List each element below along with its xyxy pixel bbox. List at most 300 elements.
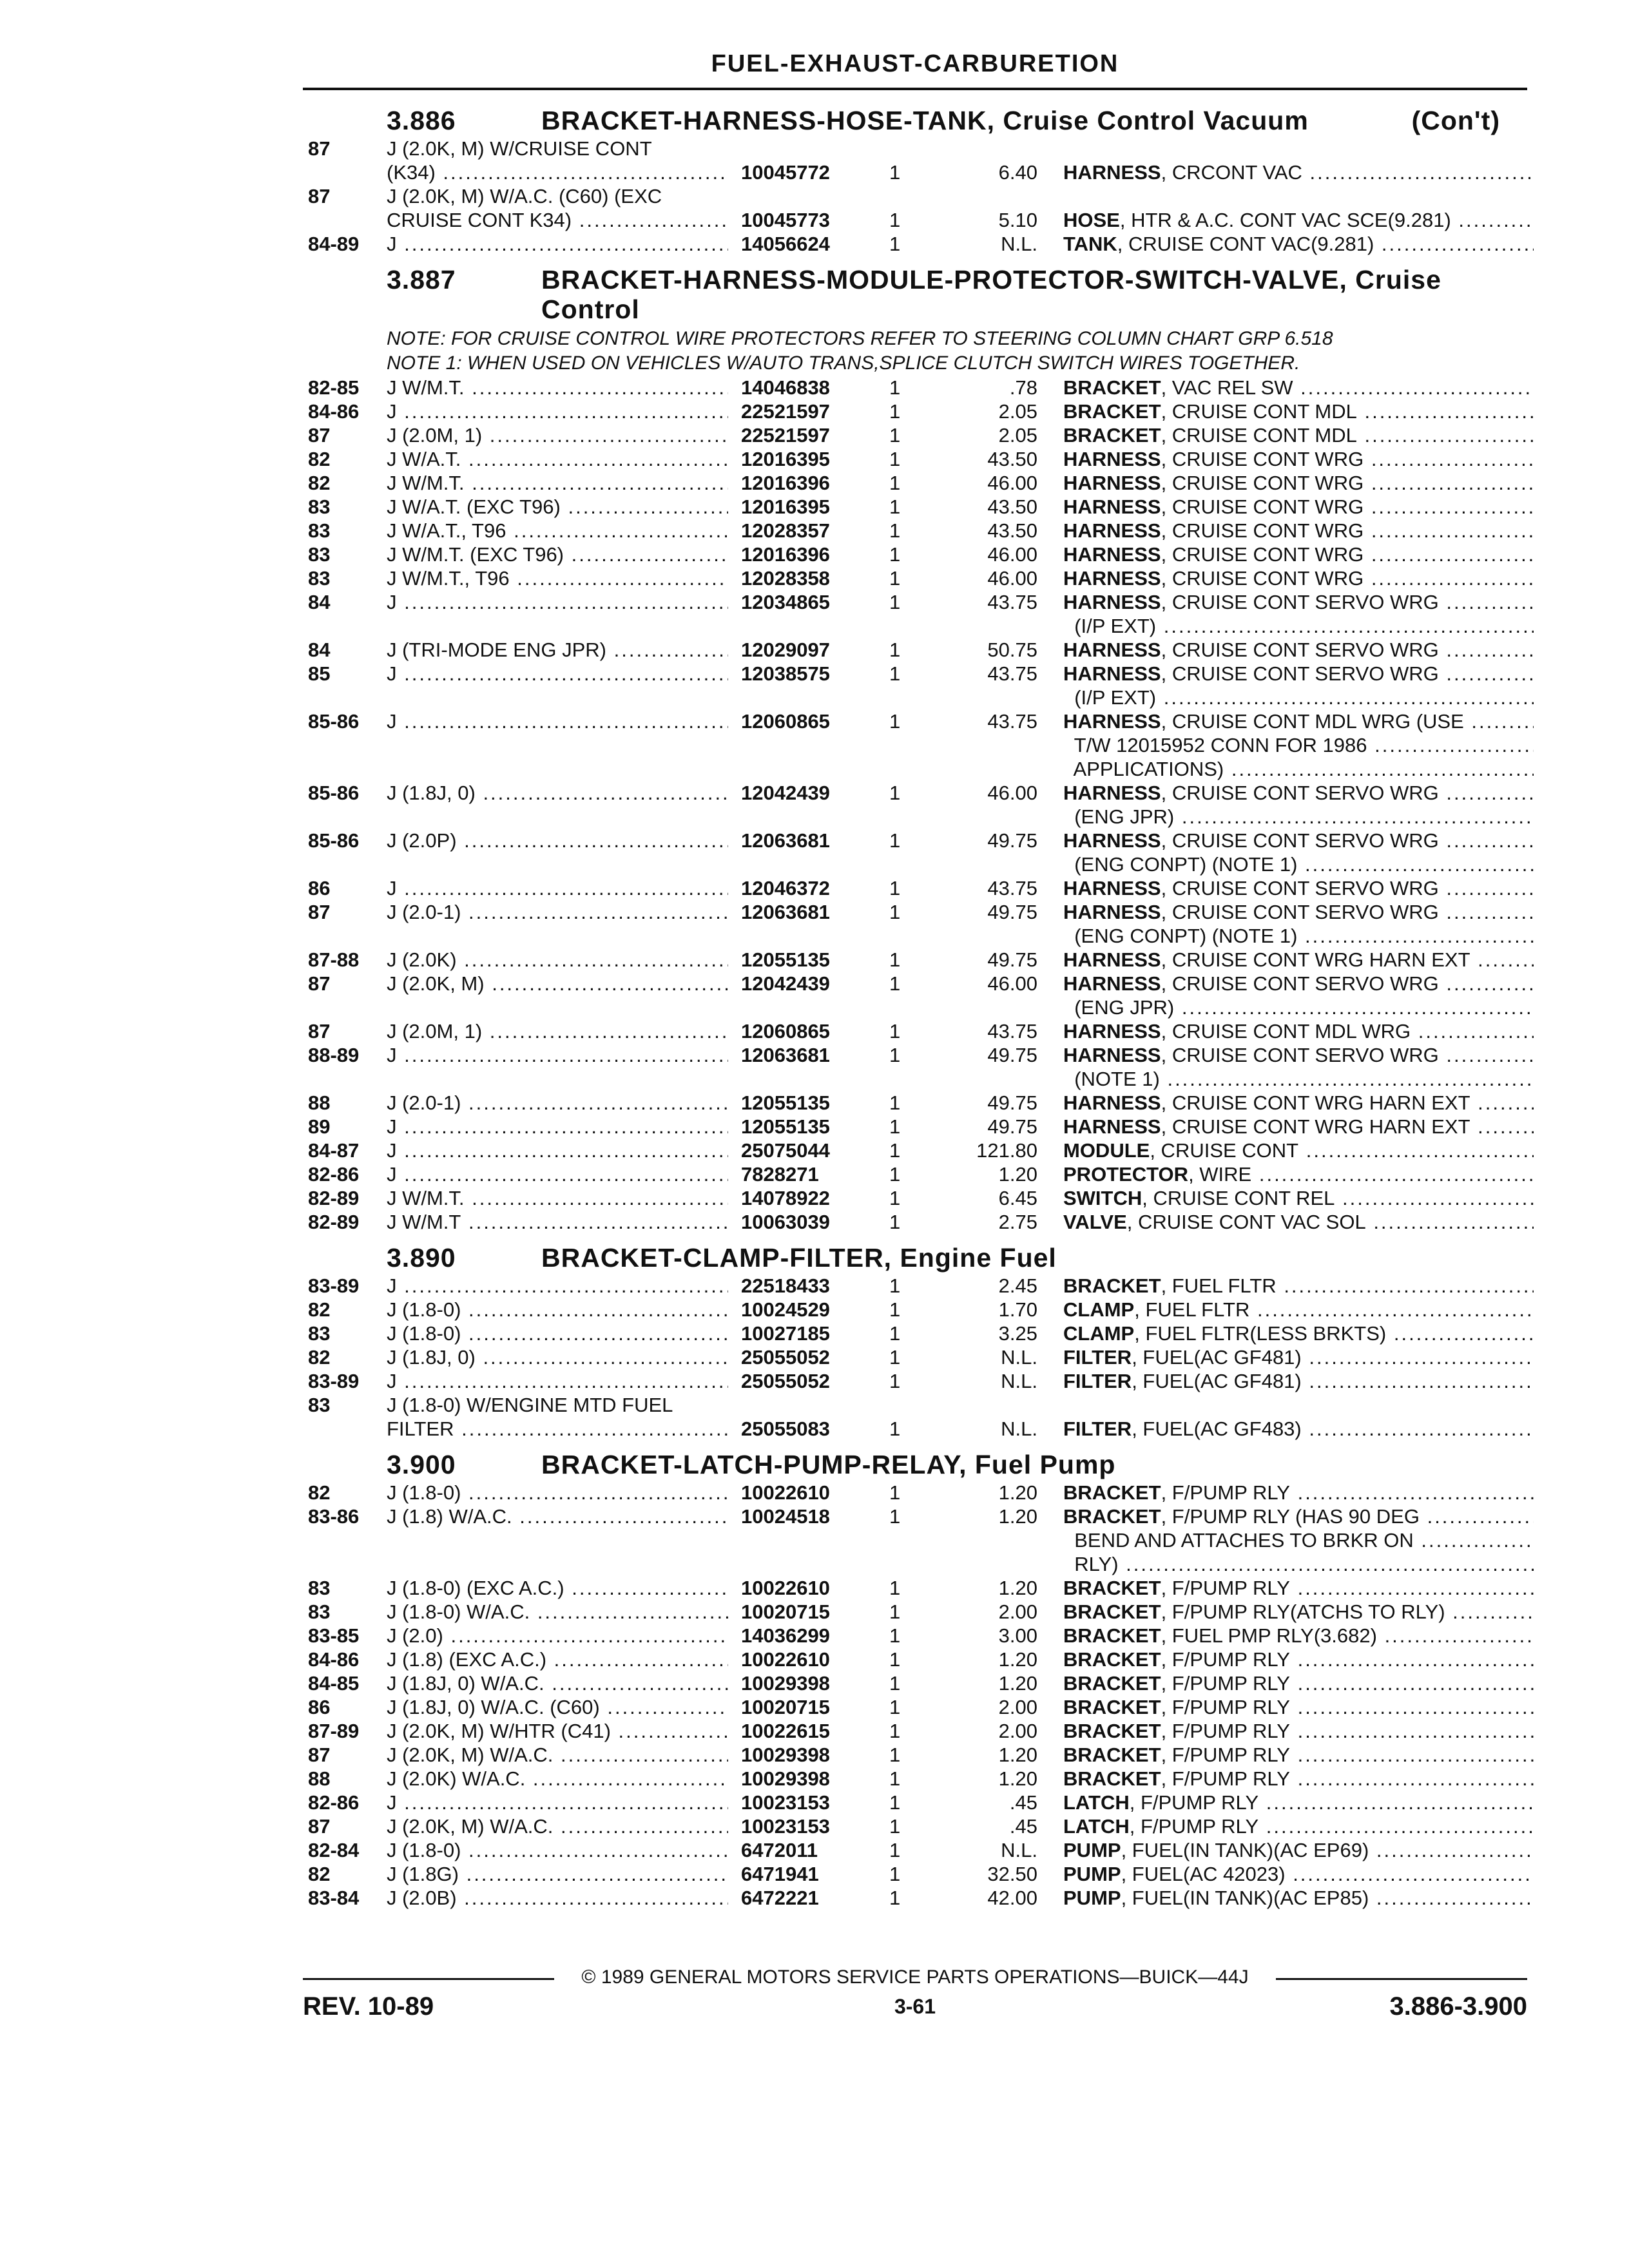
quantity: 1 <box>889 1624 901 1647</box>
price: 49.75 <box>987 948 1037 971</box>
part-number: 12038575 <box>741 662 830 685</box>
price: 2.05 <box>998 424 1037 447</box>
part-name-noun: HARNESS <box>1063 710 1161 733</box>
table-row <box>0 1321 1629 1345</box>
model-years: 82 <box>308 1863 331 1885</box>
price: .45 <box>1009 1791 1037 1814</box>
part-number: 10063039 <box>741 1211 830 1233</box>
table-row <box>0 1067 1629 1091</box>
part-name-detail: RLY) <box>1063 1553 1119 1575</box>
part-number: 25075044 <box>741 1139 830 1162</box>
part-name-detail: , FUEL(IN TANK)(AC EP69) <box>1121 1839 1369 1861</box>
part-name-noun: HARNESS <box>1063 161 1161 184</box>
price: 42.00 <box>987 1887 1037 1909</box>
part-name <box>1063 1600 1534 1624</box>
part-name <box>1063 1743 1534 1767</box>
table-row <box>0 900 1629 924</box>
application-description: J W/M.T. ..... <box>387 471 728 495</box>
part-number: 12028358 <box>741 567 830 590</box>
price: 6.45 <box>998 1187 1037 1209</box>
table-row <box>0 1417 1629 1441</box>
model-years: 87 <box>308 185 331 207</box>
quantity: 1 <box>889 209 901 231</box>
price: 49.75 <box>987 829 1037 852</box>
table-row <box>0 1115 1629 1139</box>
price: 1.20 <box>998 1648 1037 1671</box>
quantity: 1 <box>889 1744 901 1766</box>
part-number: 10029398 <box>741 1744 830 1766</box>
price: 1.20 <box>998 1744 1037 1766</box>
part-name-detail: , CRUISE CONT MDL <box>1161 424 1357 447</box>
part-name-detail: , CRUISE CONT WRG <box>1161 567 1364 590</box>
part-number: 10022610 <box>741 1648 830 1671</box>
part-name <box>1063 995 1534 1019</box>
model-years: 88 <box>308 1091 331 1114</box>
quantity: 1 <box>889 1577 901 1599</box>
section-number: 3.887 <box>387 265 456 294</box>
table-row <box>0 1814 1629 1838</box>
model-years: 82-89 <box>308 1187 360 1209</box>
application-description: (K34) ..... <box>387 160 728 184</box>
quantity: 1 <box>889 877 901 899</box>
page-title: FUEL-EXHAUST-CARBURETION <box>711 50 1119 77</box>
part-name <box>1063 900 1534 924</box>
part-name <box>1063 1186 1534 1210</box>
part-name <box>1063 805 1534 829</box>
price: .78 <box>1009 376 1037 399</box>
table-row <box>0 232 1629 256</box>
model-years: 87 <box>308 972 331 995</box>
part-name-noun: HARNESS <box>1063 877 1161 899</box>
part-number: 7828271 <box>741 1163 819 1186</box>
table-row <box>0 948 1629 972</box>
part-name-noun: HARNESS <box>1063 567 1161 590</box>
part-name <box>1063 614 1534 638</box>
quantity: 1 <box>889 710 901 733</box>
part-name <box>1063 1552 1534 1576</box>
part-name-noun: HARNESS <box>1063 639 1161 661</box>
part-name-detail: , CRUISE CONT WRG <box>1161 543 1364 566</box>
price: 2.00 <box>998 1696 1037 1718</box>
part-name-detail: , CRUISE CONT WRG HARN EXT <box>1161 1115 1470 1138</box>
model-years: 87-89 <box>308 1720 360 1742</box>
part-number: 25055052 <box>741 1346 830 1369</box>
table-row <box>0 924 1629 948</box>
part-name-detail: , F/PUMP RLY <box>1161 1696 1290 1718</box>
application-description: J (2.0M, 1) ..... <box>387 423 728 447</box>
part-name <box>1063 471 1534 495</box>
table-row <box>0 208 1629 232</box>
part-number: 10022610 <box>741 1577 830 1599</box>
part-name-detail: , FUEL PMP RLY(3.682) <box>1161 1624 1377 1647</box>
part-number: 12063681 <box>741 829 830 852</box>
application-description: J W/M.T. ..... <box>387 376 728 399</box>
part-name <box>1063 1767 1534 1791</box>
part-name <box>1063 876 1534 900</box>
model-years: 82 <box>308 1346 331 1369</box>
price: 2.45 <box>998 1274 1037 1297</box>
application-description: J ..... <box>387 709 728 733</box>
application-description: J ..... <box>387 1162 728 1186</box>
part-name <box>1063 1695 1534 1719</box>
page-number: 3-61 <box>894 1995 936 2018</box>
part-name-detail: , FUEL(AC GF481) <box>1132 1370 1302 1392</box>
table-row <box>0 543 1629 566</box>
section-heading <box>0 1445 1629 1481</box>
table-row <box>0 137 1629 160</box>
part-name-detail: , F/PUMP RLY <box>1129 1791 1259 1814</box>
part-name-noun: TANK <box>1063 233 1117 255</box>
part-name-noun: BRACKET <box>1063 400 1161 423</box>
part-name-noun: HARNESS <box>1063 1020 1161 1043</box>
section-note: NOTE: FOR CRUISE CONTROL WIRE PROTECTORS REFER TO STEERING COLUMN CHART GRP 6.518 <box>387 328 1333 349</box>
part-name-noun: BRACKET <box>1063 1744 1161 1766</box>
table-row <box>0 1091 1629 1115</box>
part-name <box>1063 1671 1534 1695</box>
part-name-detail: (ENG JPR) <box>1063 996 1175 1019</box>
table-row <box>0 519 1629 543</box>
quantity: 1 <box>889 448 901 470</box>
price: 2.00 <box>998 1720 1037 1742</box>
model-years: 84 <box>308 639 331 661</box>
part-name-noun: HARNESS <box>1063 519 1161 542</box>
price: 50.75 <box>987 639 1037 661</box>
part-name-noun: HARNESS <box>1063 972 1161 995</box>
part-name-noun: BRACKET <box>1063 1696 1161 1718</box>
model-years: 82 <box>308 1298 331 1321</box>
part-number: 12063681 <box>741 901 830 923</box>
application-description: J ..... <box>387 1369 728 1393</box>
price: 43.75 <box>987 1020 1037 1043</box>
table-row <box>0 1743 1629 1767</box>
part-number: 22518433 <box>741 1274 830 1297</box>
price: N.L. <box>1001 1370 1037 1392</box>
table-row <box>0 1886 1629 1910</box>
price: 1.20 <box>998 1767 1037 1790</box>
continued-label: (Con't) <box>1411 106 1500 135</box>
price: 2.05 <box>998 400 1037 423</box>
part-number: 12063681 <box>741 1044 830 1066</box>
table-row <box>0 614 1629 638</box>
part-name <box>1063 948 1534 972</box>
part-name-noun: BRACKET <box>1063 1274 1161 1297</box>
price: N.L. <box>1001 233 1037 255</box>
part-number: 12016396 <box>741 543 830 566</box>
model-years: 88-89 <box>308 1044 360 1066</box>
part-name-noun: LATCH <box>1063 1791 1130 1814</box>
table-row <box>0 1298 1629 1321</box>
quantity: 1 <box>889 1298 901 1321</box>
part-number: 14056624 <box>741 233 830 255</box>
part-number: 12046372 <box>741 877 830 899</box>
table-row <box>0 1600 1629 1624</box>
section-number: 3.886 <box>387 106 456 135</box>
part-name <box>1063 543 1534 566</box>
quantity: 1 <box>889 1091 901 1114</box>
part-name-noun: BRACKET <box>1063 424 1161 447</box>
application-description: J (1.8-0) ..... <box>387 1838 728 1862</box>
part-name <box>1063 566 1534 590</box>
section-note: NOTE 1: WHEN USED ON VEHICLES W/AUTO TRANS,SPLICE CLUTCH SWITCH WIRES TOGETHER. <box>387 352 1300 374</box>
part-name <box>1063 1886 1534 1910</box>
quantity: 1 <box>889 972 901 995</box>
price: 1.70 <box>998 1298 1037 1321</box>
application-description: J ..... <box>387 1115 728 1139</box>
quantity: 1 <box>889 400 901 423</box>
part-name-noun: PUMP <box>1063 1839 1121 1861</box>
quantity: 1 <box>889 1481 901 1504</box>
part-name <box>1063 709 1534 733</box>
part-name-detail: , VAC REL SW <box>1161 376 1293 399</box>
part-name-detail: , CRUISE CONT SERVO WRG <box>1161 591 1439 613</box>
part-name-detail: , F/PUMP RLY <box>1161 1648 1290 1671</box>
quantity: 1 <box>889 1187 901 1209</box>
model-years: 83-89 <box>308 1370 360 1392</box>
section-title: BRACKET-LATCH-PUMP-RELAY, Fuel Pump <box>541 1450 1116 1479</box>
part-name <box>1063 1417 1534 1441</box>
quantity: 1 <box>889 161 901 184</box>
quantity: 1 <box>889 1370 901 1392</box>
table-row <box>0 1043 1629 1067</box>
price: 43.50 <box>987 495 1037 518</box>
part-name <box>1063 638 1534 662</box>
model-years: 82 <box>308 472 331 494</box>
part-name-detail: , CRUISE CONT WRG <box>1161 519 1364 542</box>
model-years: 84 <box>308 591 331 613</box>
application-description: J (1.8-0) ..... <box>387 1298 728 1321</box>
revision-label: REV. 10-89 <box>303 1992 434 2021</box>
part-name-noun: CLAMP <box>1063 1298 1135 1321</box>
part-name-noun: VALVE <box>1063 1211 1127 1233</box>
part-name <box>1063 519 1534 543</box>
application-description: J (2.0K, M) W/A.C. ..... <box>387 1743 728 1767</box>
part-number: 12055135 <box>741 1091 830 1114</box>
part-number: 12055135 <box>741 1115 830 1138</box>
footer-copyright: © 1989 GENERAL MOTORS SERVICE PARTS OPERATIONS—BUICK—44J <box>581 1966 1249 1988</box>
section-heading <box>0 1238 1629 1274</box>
part-number: 6472221 <box>741 1887 819 1909</box>
section-title: BRACKET-HARNESS-HOSE-TANK, Cruise Control Vacuum <box>541 106 1309 135</box>
quantity: 1 <box>889 1720 901 1742</box>
part-name <box>1063 852 1534 876</box>
part-name-noun: BRACKET <box>1063 1577 1161 1599</box>
part-number: 25055052 <box>741 1370 830 1392</box>
table-row <box>0 423 1629 447</box>
part-name-noun: BRACKET <box>1063 1600 1161 1623</box>
application-description: J (1.8J, 0) ..... <box>387 1345 728 1369</box>
part-name-detail: (ENG JPR) <box>1063 805 1175 828</box>
part-name-noun: HOSE <box>1063 209 1120 231</box>
price: 49.75 <box>987 1044 1037 1066</box>
parts-catalog-content <box>0 97 1629 1910</box>
part-name <box>1063 1528 1534 1552</box>
part-name-detail: , CRUISE CONT SERVO WRG <box>1161 662 1439 685</box>
quantity: 1 <box>889 1044 901 1066</box>
part-name-detail: , CRUISE CONT SERVO WRG <box>1161 972 1439 995</box>
price: 46.00 <box>987 782 1037 804</box>
part-name-noun: BRACKET <box>1063 1648 1161 1671</box>
model-years: 87 <box>308 901 331 923</box>
price: 43.75 <box>987 877 1037 899</box>
quantity: 1 <box>889 591 901 613</box>
model-years: 87 <box>308 1020 331 1043</box>
part-number: 12034865 <box>741 591 830 613</box>
table-row <box>0 1862 1629 1886</box>
model-years: 82-86 <box>308 1163 360 1186</box>
part-number: 12042439 <box>741 782 830 804</box>
table-row <box>0 1624 1629 1648</box>
model-years: 88 <box>308 1767 331 1790</box>
part-name <box>1063 1624 1534 1648</box>
model-years: 85 <box>308 662 331 685</box>
price: 3.00 <box>998 1624 1037 1647</box>
table-row <box>0 1210 1629 1234</box>
application-description: J ..... <box>387 590 728 614</box>
table-row <box>0 1393 1629 1417</box>
quantity: 1 <box>889 1346 901 1369</box>
footer-bottom <box>303 1992 1527 2024</box>
price: 43.50 <box>987 519 1037 542</box>
price: 1.20 <box>998 1672 1037 1695</box>
table-row <box>0 1576 1629 1600</box>
section-heading <box>0 260 1629 327</box>
table-row <box>0 781 1629 805</box>
part-name-noun: HARNESS <box>1063 948 1161 971</box>
model-years: 83 <box>308 1600 331 1623</box>
application-description: J (2.0K, M) W/A.C. ..... <box>387 1814 728 1838</box>
application-description: J W/M.T. (EXC T96) ..... <box>387 543 728 566</box>
table-row <box>0 757 1629 781</box>
application-description: J (1.8G) ..... <box>387 1862 728 1886</box>
part-name-detail: , CRUISE CONT SERVO WRG <box>1161 782 1439 804</box>
part-name-noun: MODULE <box>1063 1139 1150 1162</box>
part-number: 10029398 <box>741 1672 830 1695</box>
part-name-detail: , CRUISE CONT VAC(9.281) <box>1117 233 1374 255</box>
model-years: 82-86 <box>308 1791 360 1814</box>
part-number: 10020715 <box>741 1696 830 1718</box>
model-years: 83 <box>308 1394 331 1416</box>
table-row <box>0 1767 1629 1791</box>
price: N.L. <box>1001 1346 1037 1369</box>
price: 43.75 <box>987 591 1037 613</box>
application-description: J W/A.T. ..... <box>387 447 728 471</box>
price: 46.00 <box>987 567 1037 590</box>
application-description: J (1.8-0) ..... <box>387 1481 728 1504</box>
table-row <box>0 471 1629 495</box>
part-name-detail: , CRUISE CONT WRG <box>1161 495 1364 518</box>
quantity: 1 <box>889 1020 901 1043</box>
table-row <box>0 1648 1629 1671</box>
part-name-noun: FILTER <box>1063 1370 1132 1392</box>
table-row <box>0 1162 1629 1186</box>
table-row <box>0 1791 1629 1814</box>
part-number: 12028357 <box>741 519 830 542</box>
application-description: J (2.0K) W/A.C. ..... <box>387 1767 728 1791</box>
part-name-noun: FILTER <box>1063 1418 1132 1440</box>
footer-rule-right <box>1276 1978 1527 1980</box>
table-row <box>0 1528 1629 1552</box>
part-number: 12042439 <box>741 972 830 995</box>
application-description: J ..... <box>387 1791 728 1814</box>
table-row <box>0 495 1629 519</box>
part-number: 10029398 <box>741 1767 830 1790</box>
application-description: J W/M.T., T96 ..... <box>387 566 728 590</box>
price: 2.75 <box>998 1211 1037 1233</box>
quantity: 1 <box>889 1648 901 1671</box>
model-years: 84-85 <box>308 1672 360 1695</box>
model-years: 87 <box>308 1815 331 1838</box>
part-number: 14046838 <box>741 376 830 399</box>
part-name <box>1063 757 1534 781</box>
part-name <box>1063 232 1534 256</box>
part-name-detail: , CRCONT VAC <box>1161 161 1302 184</box>
part-name-detail: , F/PUMP RLY <box>1161 1481 1290 1504</box>
part-name <box>1063 590 1534 614</box>
quantity: 1 <box>889 1672 901 1695</box>
application-description: J (1.8-0) W/A.C. ..... <box>387 1600 728 1624</box>
part-number: 12016395 <box>741 495 830 518</box>
section-title: BRACKET-CLAMP-FILTER, Engine Fuel <box>541 1243 1057 1273</box>
table-row <box>0 1139 1629 1162</box>
price: N.L. <box>1001 1418 1037 1440</box>
price: 5.10 <box>998 209 1037 231</box>
part-name-detail: BEND AND ATTACHES TO BRKR ON <box>1063 1529 1414 1552</box>
price: 6.40 <box>998 161 1037 184</box>
part-name <box>1063 1791 1534 1814</box>
table-row <box>0 1345 1629 1369</box>
application-description: J (2.0-1) ..... <box>387 900 728 924</box>
part-name-detail: T/W 12015952 CONN FOR 1986 <box>1063 734 1367 756</box>
part-name-detail: , CRUISE CONT SERVO WRG <box>1161 1044 1439 1066</box>
part-name-noun: HARNESS <box>1063 591 1161 613</box>
part-number: 10045773 <box>741 209 830 231</box>
part-number: 6472011 <box>741 1839 818 1861</box>
part-number: 10045772 <box>741 161 830 184</box>
table-row <box>0 1274 1629 1298</box>
quantity: 1 <box>889 1274 901 1297</box>
part-name <box>1063 160 1534 184</box>
quantity: 1 <box>889 376 901 399</box>
application-description: J (2.0P) ..... <box>387 829 728 852</box>
part-name-detail: , F/PUMP RLY(ATCHS TO RLY) <box>1161 1600 1445 1623</box>
part-name-noun: LATCH <box>1063 1815 1130 1838</box>
quantity: 1 <box>889 567 901 590</box>
model-years: 89 <box>308 1115 331 1138</box>
part-name <box>1063 447 1534 471</box>
table-row <box>0 995 1629 1019</box>
part-name <box>1063 1504 1534 1528</box>
quantity: 1 <box>889 543 901 566</box>
price: 43.75 <box>987 710 1037 733</box>
application-description: J (2.0K, M) W/CRUISE CONT <box>387 137 652 160</box>
application-description: J ..... <box>387 1043 728 1067</box>
model-years: 86 <box>308 1696 331 1718</box>
part-name <box>1063 1862 1534 1886</box>
table-row <box>0 376 1629 399</box>
part-name-detail: , WIRE <box>1188 1163 1252 1186</box>
table-row <box>0 566 1629 590</box>
part-name-detail: , FUEL(AC GF483) <box>1132 1418 1302 1440</box>
application-description: J W/A.T. (EXC T96) ..... <box>387 495 728 519</box>
quantity: 1 <box>889 1696 901 1718</box>
footer-copyright-line <box>303 1965 1527 1991</box>
model-years: 87 <box>308 1744 331 1766</box>
part-name-detail: , CRUISE CONT WRG HARN EXT <box>1161 1091 1470 1114</box>
part-number: 10022615 <box>741 1720 830 1742</box>
quantity: 1 <box>889 1211 901 1233</box>
quantity: 1 <box>889 1139 901 1162</box>
application-description: J (2.0) ..... <box>387 1624 728 1648</box>
